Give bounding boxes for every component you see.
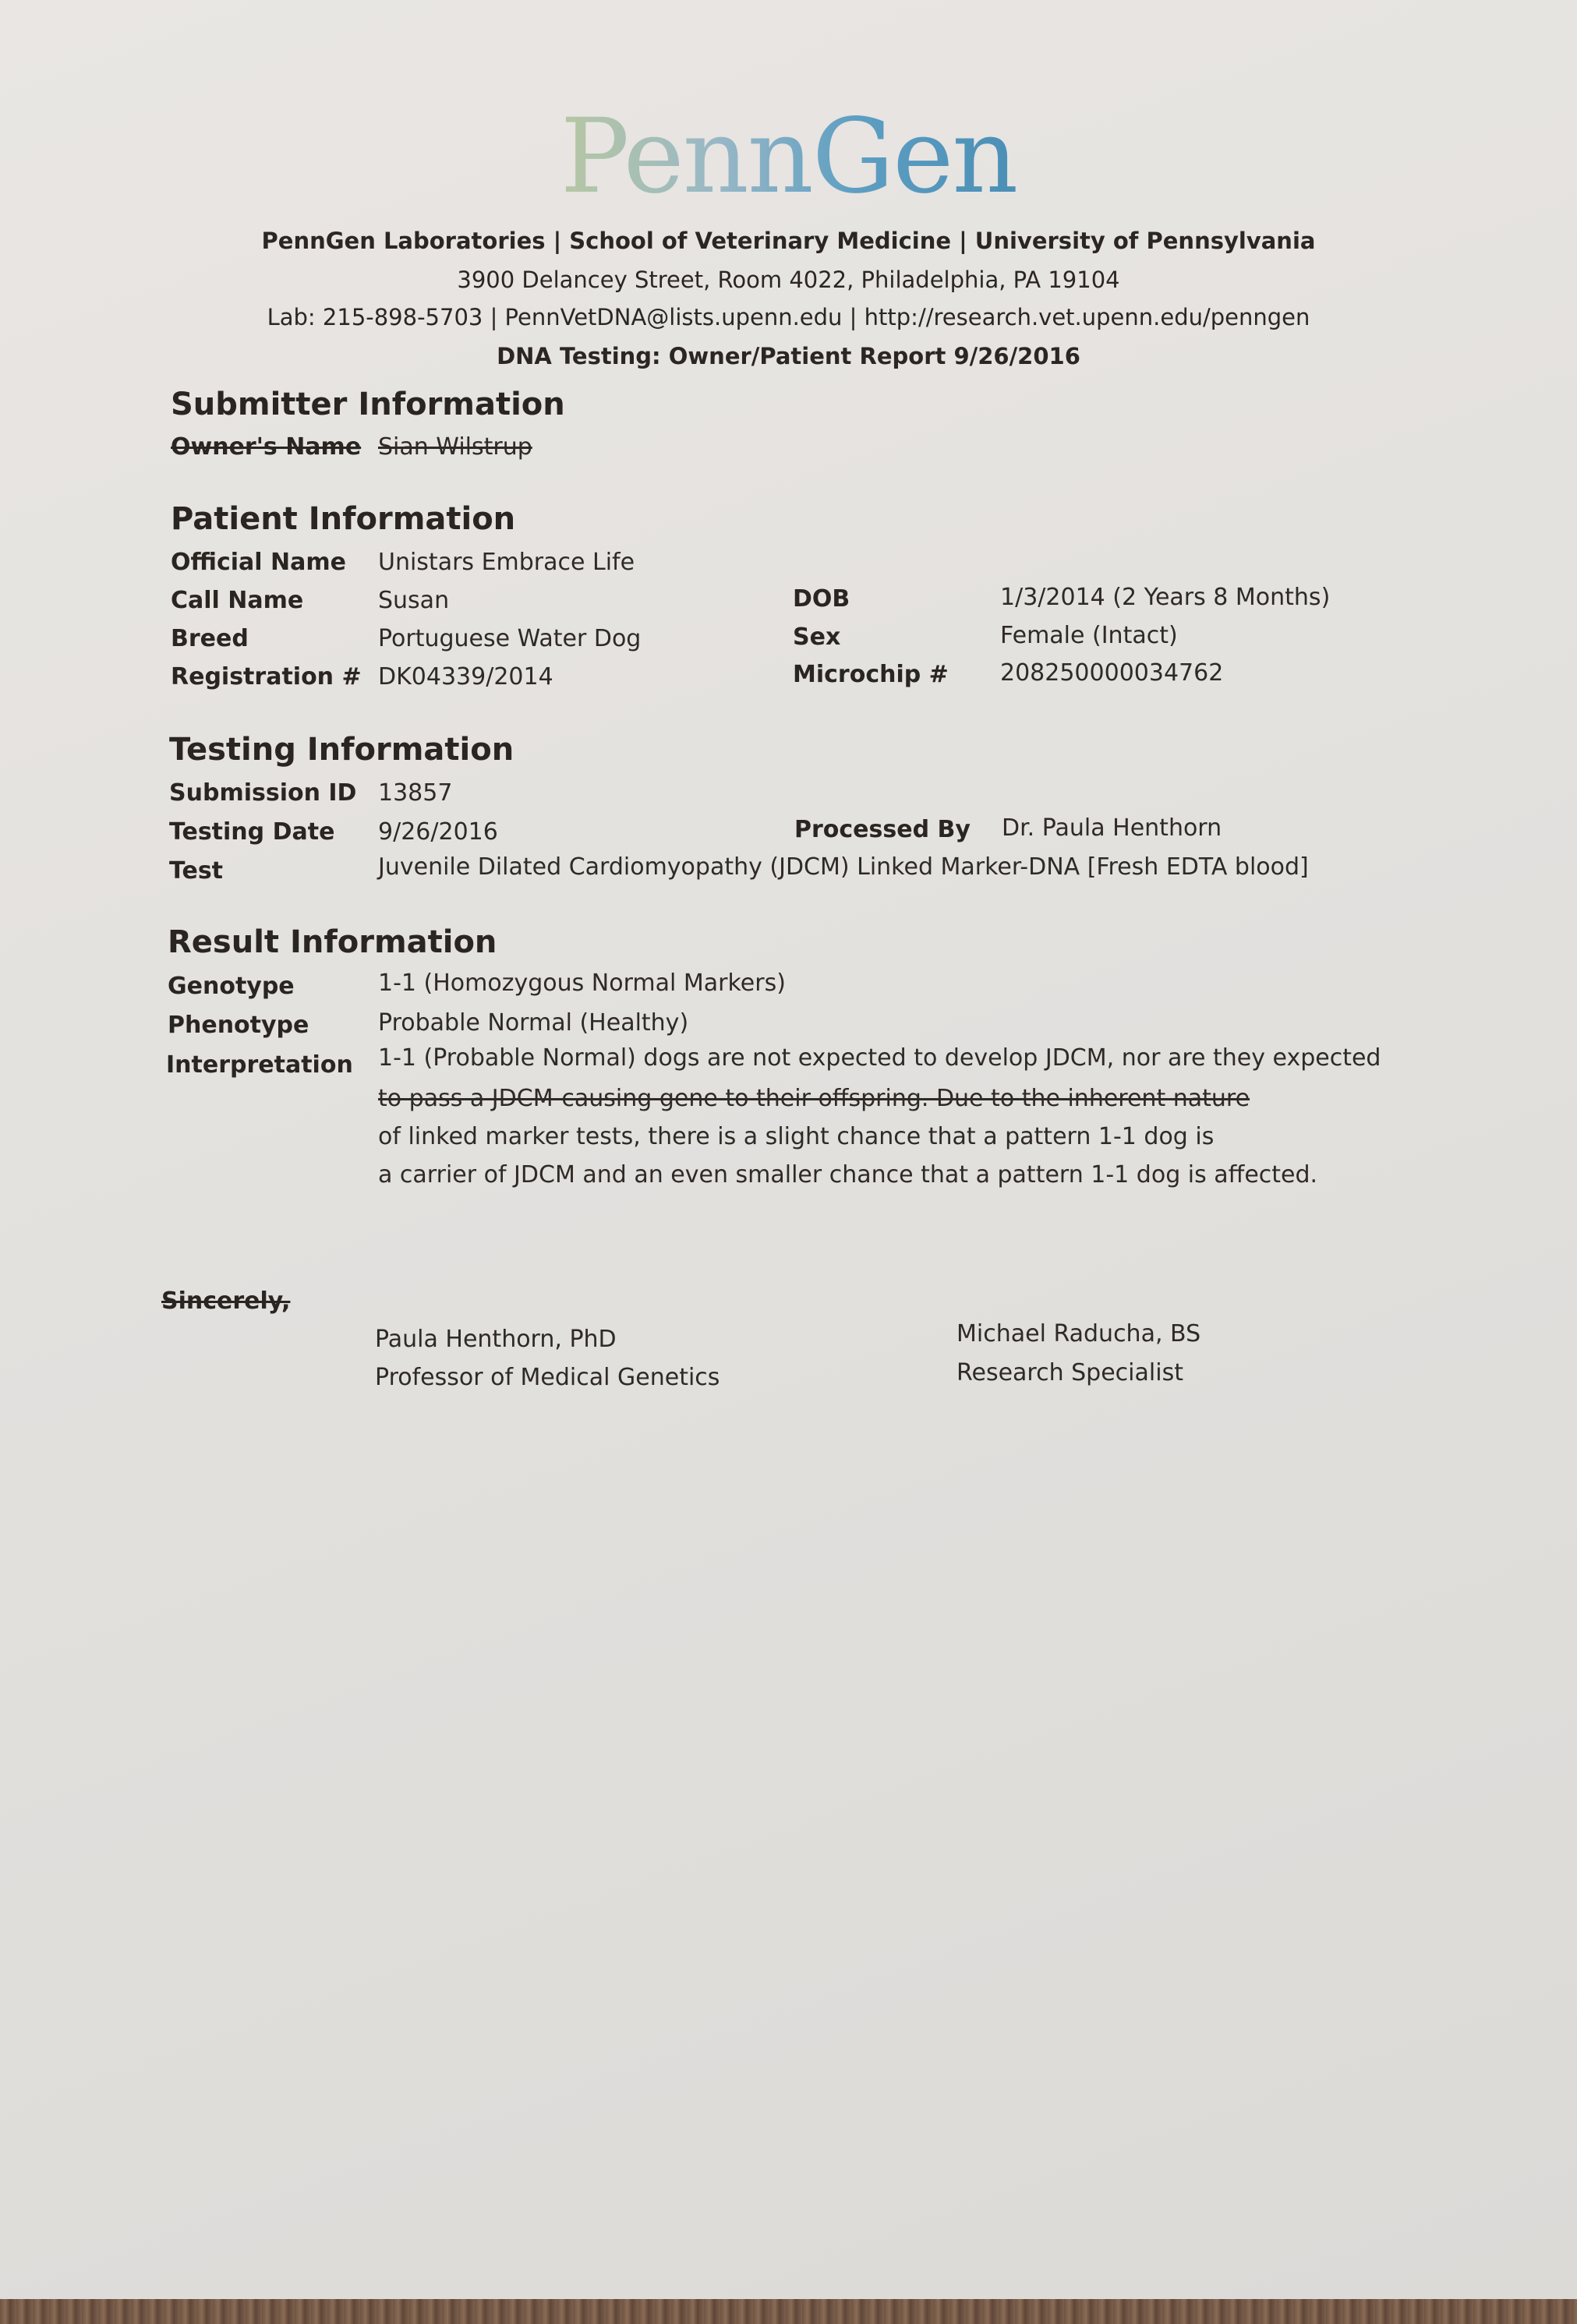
processed-by-label: Processed By — [794, 816, 971, 843]
breed-value: Portuguese Water Dog — [378, 625, 642, 652]
signer2-name: Michael Raducha, BS — [956, 1320, 1201, 1347]
test-label: Test — [169, 857, 224, 885]
interpretation-line-2: to pass a JDCM-causing gene to their offspring. Due to the inherent nature — [378, 1085, 1250, 1112]
testing-heading: Testing Information — [169, 732, 514, 768]
test-value: Juvenile Dilated Cardiomyopathy (JDCM) Linked Marker-DNA [Fresh EDTA blood] — [378, 853, 1309, 881]
microchip-value: 208250000034762 — [1000, 659, 1224, 687]
penngen-logo — [0, 97, 1577, 217]
sex-value: Female (Intact) — [1000, 622, 1178, 649]
dob-value: 1/3/2014 (2 Years 8 Months) — [1000, 584, 1331, 611]
call-name-value: Susan — [378, 587, 450, 614]
dob-label: DOB — [793, 585, 850, 613]
submitter-heading: Submitter Information — [171, 387, 565, 422]
testing-date-value: 9/26/2016 — [378, 818, 498, 846]
sex-label: Sex — [793, 623, 841, 651]
genotype-label: Genotype — [168, 973, 295, 1000]
lab-affiliation: PennGen Laboratories | School of Veterinary Medicine | University of Pennsylvania — [261, 228, 1316, 254]
submission-id-label: Submission ID — [169, 779, 357, 807]
patient-heading: Patient Information — [171, 501, 516, 537]
owner-name-value: Sian Wilstrup — [378, 433, 532, 461]
interpretation-line-3: of linked marker tests, there is a slight chance that a pattern 1-1 dog is — [378, 1123, 1215, 1150]
genotype-value: 1-1 (Homozygous Normal Markers) — [378, 970, 786, 997]
breed-label: Breed — [171, 625, 249, 652]
interpretation-line-1: 1-1 (Probable Normal) dogs are not expected to develop JDCM, nor are they expected — [378, 1044, 1381, 1072]
official-name-label: Official Name — [171, 549, 346, 576]
microchip-label: Microchip # — [793, 661, 949, 688]
owner-name-label: Owner's Name — [171, 433, 362, 461]
logo-text: PennGen — [560, 97, 1017, 217]
signer1-name: Paula Henthorn, PhD — [375, 1326, 617, 1353]
phenotype-label: Phenotype — [168, 1012, 309, 1039]
signer2-title: Research Specialist — [956, 1359, 1183, 1386]
interpretation-label: Interpretation — [166, 1051, 353, 1079]
testing-date-label: Testing Date — [169, 818, 335, 846]
lab-address: 3900 Delancey Street, Room 4022, Philadelphia, PA 19104 — [457, 267, 1120, 293]
official-name-value: Unistars Embrace Life — [378, 549, 635, 576]
report-title: DNA Testing: Owner/Patient Report 9/26/2016 — [497, 343, 1080, 369]
table-surface — [0, 2299, 1577, 2324]
registration-label: Registration # — [171, 663, 362, 690]
result-heading: Result Information — [168, 924, 497, 960]
processed-by-value: Dr. Paula Henthorn — [1002, 814, 1222, 842]
registration-value: DK04339/2014 — [378, 663, 553, 690]
salutation: Sincerely, — [161, 1287, 291, 1315]
interpretation-line-4: a carrier of JDCM and an even smaller chance that a pattern 1-1 dog is affected. — [378, 1161, 1318, 1188]
call-name-label: Call Name — [171, 587, 304, 614]
signer1-title: Professor of Medical Genetics — [375, 1364, 720, 1391]
lab-contact: Lab: 215-898-5703 | PennVetDNA@lists.upenn.edu | http://research.vet.upenn.edu/penngen — [267, 304, 1310, 330]
submission-id-value: 13857 — [378, 779, 453, 807]
phenotype-value: Probable Normal (Healthy) — [378, 1009, 689, 1037]
